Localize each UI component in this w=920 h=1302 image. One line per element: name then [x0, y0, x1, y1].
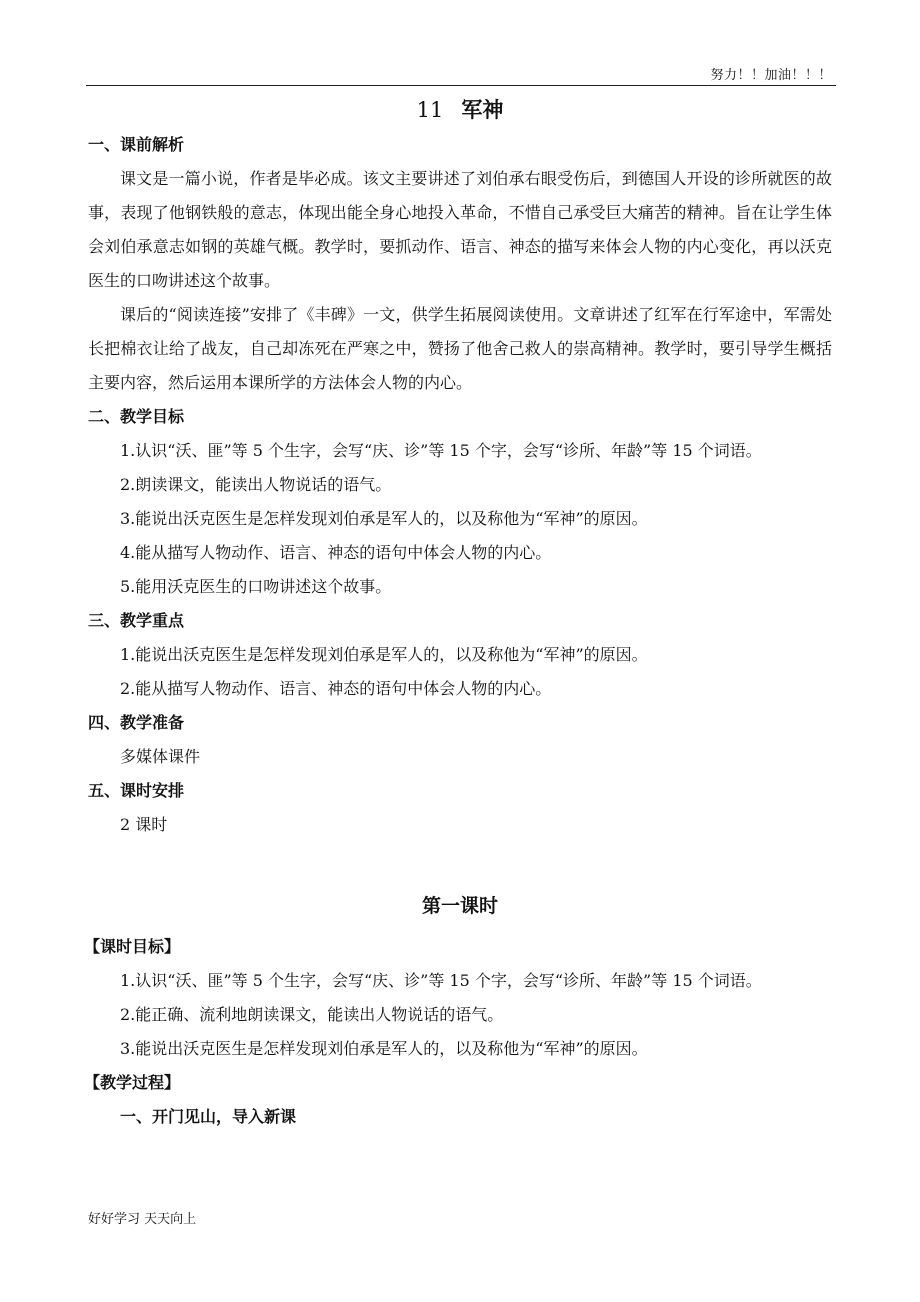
header-motto: 努力！！加油！！！	[710, 68, 832, 83]
section-heading-key-points: 三、教学重点	[88, 611, 185, 630]
document-body	[84, 92, 832, 1134]
objective-item: 2.朗读课文，能读出人物说话的语气。	[120, 475, 392, 494]
objective-item: 1.认识“沃、匪”等 5 个生字，会写“庆、诊”等 15 个字，会写“诊所、年龄”等 15 个词语。	[120, 441, 762, 460]
section-heading-analysis: 一、课前解析	[88, 135, 185, 154]
objective-item: 5.能用沃克医生的口吻讲述这个故事。	[120, 577, 392, 596]
lesson-goals-heading: 【课时目标】	[84, 937, 181, 956]
lesson-goal-item: 2.能正确、流利地朗读课文，能读出人物说话的语气。	[120, 1005, 504, 1024]
key-point-item: 1.能说出沃克医生是怎样发现刘伯承是军人的，以及称他为“军神”的原因。	[120, 645, 648, 664]
section-heading-objectives: 二、教学目标	[88, 407, 185, 426]
schedule-text: 2 课时	[120, 815, 168, 834]
objective-item: 3.能说出沃克医生是怎样发现刘伯承是军人的，以及称他为“军神”的原因。	[120, 509, 648, 528]
footer-motto: 好好学习 天天向上	[88, 1212, 197, 1227]
key-point-item: 2.能从描写人物动作、语言、神态的语句中体会人物的内心。	[120, 679, 552, 698]
lesson-title-text: 军神	[461, 97, 504, 122]
process-step-heading: 一、开门见山，导入新课	[120, 1107, 297, 1126]
teaching-process-heading: 【教学过程】	[84, 1073, 181, 1092]
lesson-number: 11	[416, 98, 444, 122]
section-heading-schedule: 五、课时安排	[88, 781, 185, 800]
section-heading-preparation: 四、教学准备	[88, 713, 185, 732]
first-lesson-title: 第一课时	[421, 895, 498, 917]
header-divider	[86, 85, 836, 86]
analysis-paragraph-1: 课文是一篇小说，作者是毕必成。该文主要讲述了刘伯承右眼受伤后，到德国人开设的诊所就医的故事，表现了他钢铁般的意志，体现出能全身心地投入革命，不惜自己承受巨大痛苦的精神。旨在让学生体会刘伯承意志如钢的英雄气概。教学时，要抓动作、语言、神态的描写来体会人物的内心变化，再以沃克医生的口吻讲述这个故事。	[88, 169, 832, 290]
analysis-paragraph-2: 课后的“阅读连接”安排了《丰碑》一文，供学生拓展阅读使用。文章讲述了红军在行军途中，军需处长把棉衣让给了战友，自己却冻死在严寒之中，赞扬了他舍己救人的崇高精神。教学时，要引导学生概括主要内容，然后运用本课所学的方法体会人物的内心。	[88, 305, 832, 392]
lesson-goal-item: 1.认识“沃、匪”等 5 个生字，会写“庆、诊”等 15 个字，会写“诊所、年龄”等 15 个词语。	[120, 971, 762, 990]
preparation-text: 多媒体课件	[120, 747, 201, 766]
lesson-title	[88, 92, 832, 128]
lesson-goal-item: 3.能说出沃克医生是怎样发现刘伯承是军人的，以及称他为“军神”的原因。	[120, 1039, 648, 1058]
objective-item: 4.能从描写人物动作、语言、神态的语句中体会人物的内心。	[120, 543, 552, 562]
